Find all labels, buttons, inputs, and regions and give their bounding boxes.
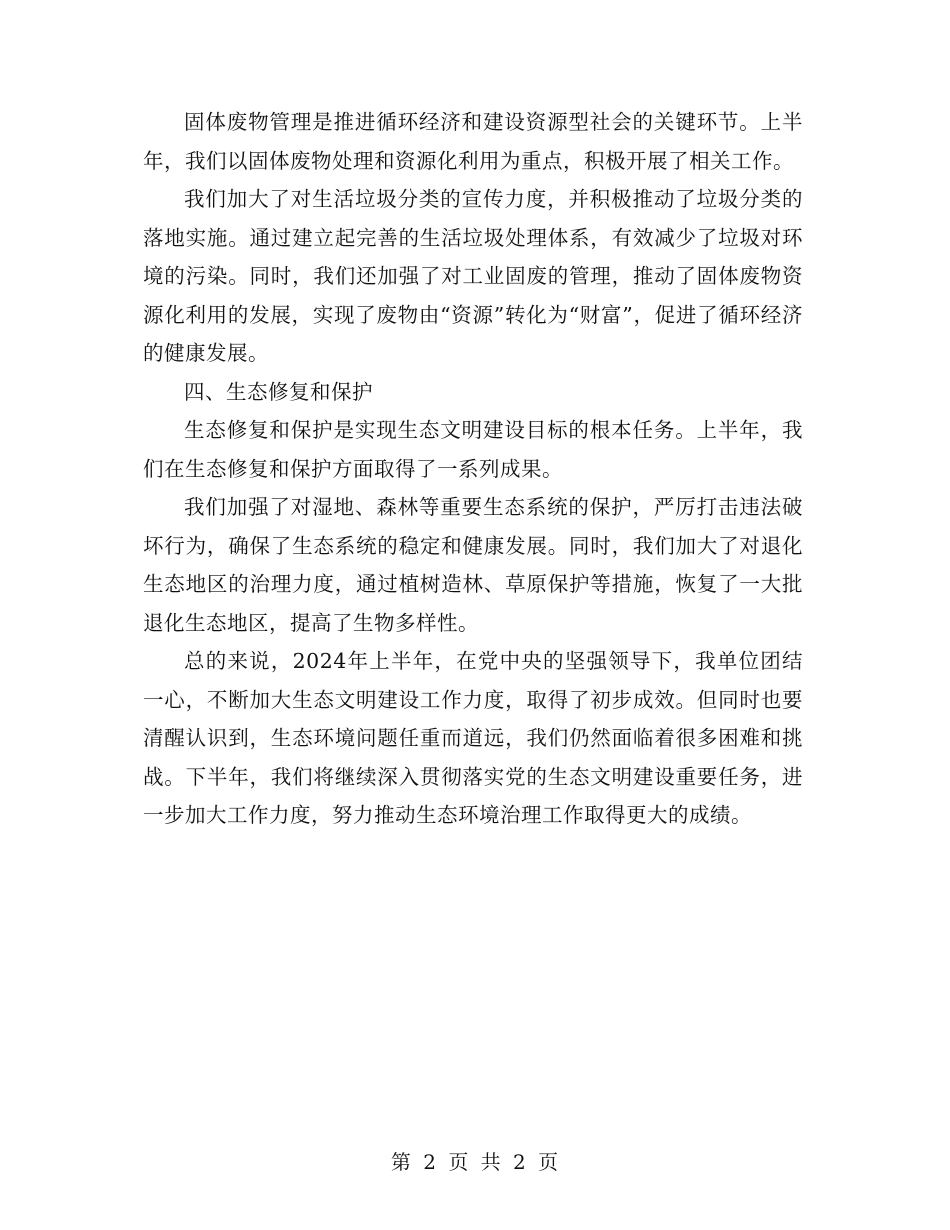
paragraph-restoration-intro: 生态修复和保护是实现生态文明建设目标的根本任务。上半年，我们在生态修复和保护方面取得了一系列成果。 (143, 418, 803, 481)
paragraph-ecosystem-protection: 我们加强了对湿地、森林等重要生态系统的保护，严厉打击违法破坏行为，确保了生态系统的稳定和健康发展。同时，我们加大了对退化生态地区的治理力度，通过植树造林、草原保护等措施，恢复了一大批退化生态地区，提高了生物多样性。 (143, 495, 803, 635)
paragraph-summary: 总的来说，2024年上半年，在党中央的坚强领导下，我单位团结一心，不断加大生态文明建设工作力度，取得了初步成效。但同时也要清醒认识到，生态环境问题任重而道远，我们仍然面临着很多困难和挑战。下半年，我们将继续深入贯彻落实党的生态文明建设重要任务，进一步加大工作力度，努力推动生态环境治理工作取得更大的成绩。 (143, 649, 803, 827)
page-number-footer: 第 2 页 共 2 页 (390, 1150, 560, 1174)
document-body (143, 103, 803, 835)
paragraph-solid-waste-intro: 固体废物管理是推进循环经济和建设资源型社会的关键环节。上半年，我们以固体废物处理和资源化利用为重点，积极开展了相关工作。 (143, 110, 803, 173)
section-heading-ecological-restoration: 四、生态修复和保护 (184, 379, 373, 404)
paragraph-garbage-classification: 我们加大了对生活垃圾分类的宣传力度，并积极推动了垃圾分类的落地实施。通过建立起完善的生活垃圾处理体系，有效减少了垃圾对环境的污染。同时，我们还加强了对工业固废的管理，推动了固体废物资源化利用的发展，实现了废物由“资源”转化为“财富”，促进了循环经济的健康发展。 (143, 187, 803, 365)
